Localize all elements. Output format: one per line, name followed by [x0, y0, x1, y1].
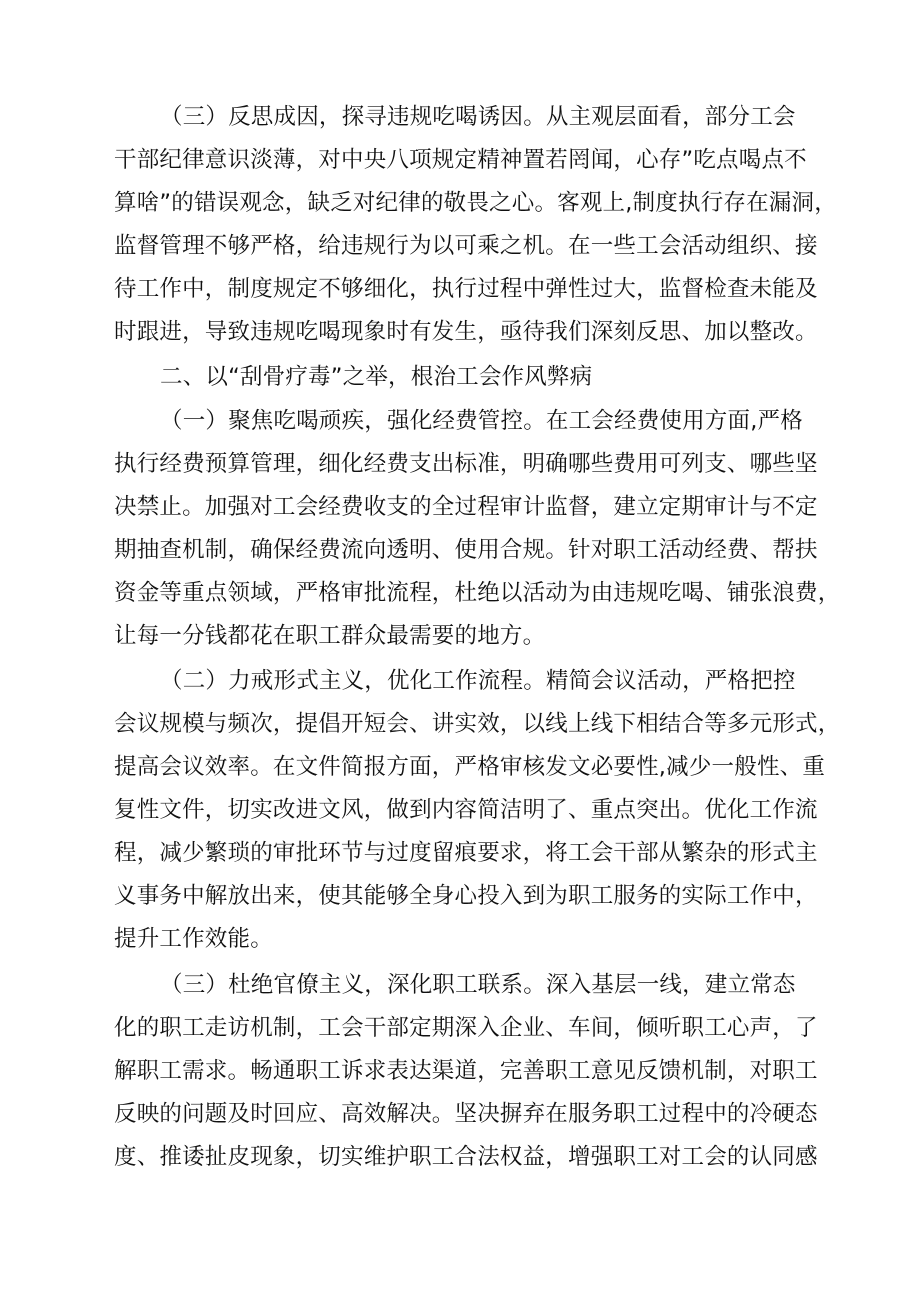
paragraph-line: 待工作中，制度规定不够细化，执行过程中弹性过大，监督检查未能及 [114, 276, 818, 302]
paragraph-line: 时跟进，导致违规吃喝现象时有发生，亟待我们深刻反思、加以整改。 [114, 319, 818, 345]
paragraph-line: （三）反思成因，探寻违规吃喝诱因。从主观层面看，部分工会 [160, 104, 796, 130]
paragraph-line: 期抽查机制，确保经费流向透明、使用合规。针对职工活动经费、帮扶 [114, 537, 818, 563]
paragraph-line: 程，减少繁琐的审批环节与过度留痕要求，将工会干部从繁杂的形式主 [114, 840, 818, 866]
paragraph-line: 让每一分钱都花在职工群众最需要的地方。 [114, 623, 546, 649]
paragraph-line: 化的职工走访机制，工会干部定期深入企业、车间，倾听职工心声，了 [114, 1015, 818, 1041]
paragraph-line: （一）聚焦吃喝顽疾，强化经费管控。在工会经费使用方面,严格 [160, 408, 803, 434]
paragraph-line: 解职工需求。畅通职工诉求表达渠道，完善职工意见反馈机制，对职工 [114, 1058, 818, 1084]
paragraph-line: 决禁止。加强对工会经费收支的全过程审计监督，建立定期审计与不定 [114, 494, 818, 520]
paragraph-line: 提升工作效能。 [114, 926, 273, 952]
paragraph-line: 会议规模与频次，提倡开短会、讲实效，以线上线下相结合等多元形式， [114, 711, 841, 737]
paragraph-line: 干部纪律意识淡薄，对中央八项规定精神置若罔闻，心存”吃点喝点不 [114, 147, 807, 173]
paragraph-line: 提高会议效率。在文件简报方面，严格审核发文必要性,减少一般性、重 [114, 754, 826, 780]
paragraph-line: 反映的问题及时回应、高效解决。坚决摒弃在服务职工过程中的冷硬态 [114, 1101, 818, 1127]
paragraph-line: 度、推诿扯皮现象，切实维护职工合法权益，增强职工对工会的认同感 [114, 1144, 818, 1170]
paragraph-line: 执行经费预算管理，细化经费支出标准，明确哪些费用可列支、哪些坚 [114, 451, 818, 477]
paragraph-line: 资金等重点领域，严格审批流程，杜绝以活动为由违规吃喝、铺张浪费， [114, 580, 841, 606]
paragraph-line: （二）力戒形式主义，优化工作流程。精简会议活动，严格把控 [160, 668, 796, 694]
paragraph-line: （三）杜绝官僚主义，深化职工联系。深入基层一线，建立常态 [160, 972, 796, 998]
paragraph-line: 义事务中解放出来，使其能够全身心投入到为职工服务的实际工作中， [114, 883, 818, 909]
section-heading: 二、以“刮骨疗毒”之举，根治工会作风弊病 [160, 364, 593, 390]
paragraph-line: 算啥”的错误观念，缺乏对纪律的敬畏之心。客观上,制度执行存在漏洞， [114, 190, 837, 216]
paragraph-line: 复性文件，切实改进文风，做到内容简洁明了、重点突出。优化工作流 [114, 797, 818, 823]
paragraph-line: 监督管理不够严格，给违规行为以可乘之机。在一些工会活动组织、接 [114, 233, 818, 259]
